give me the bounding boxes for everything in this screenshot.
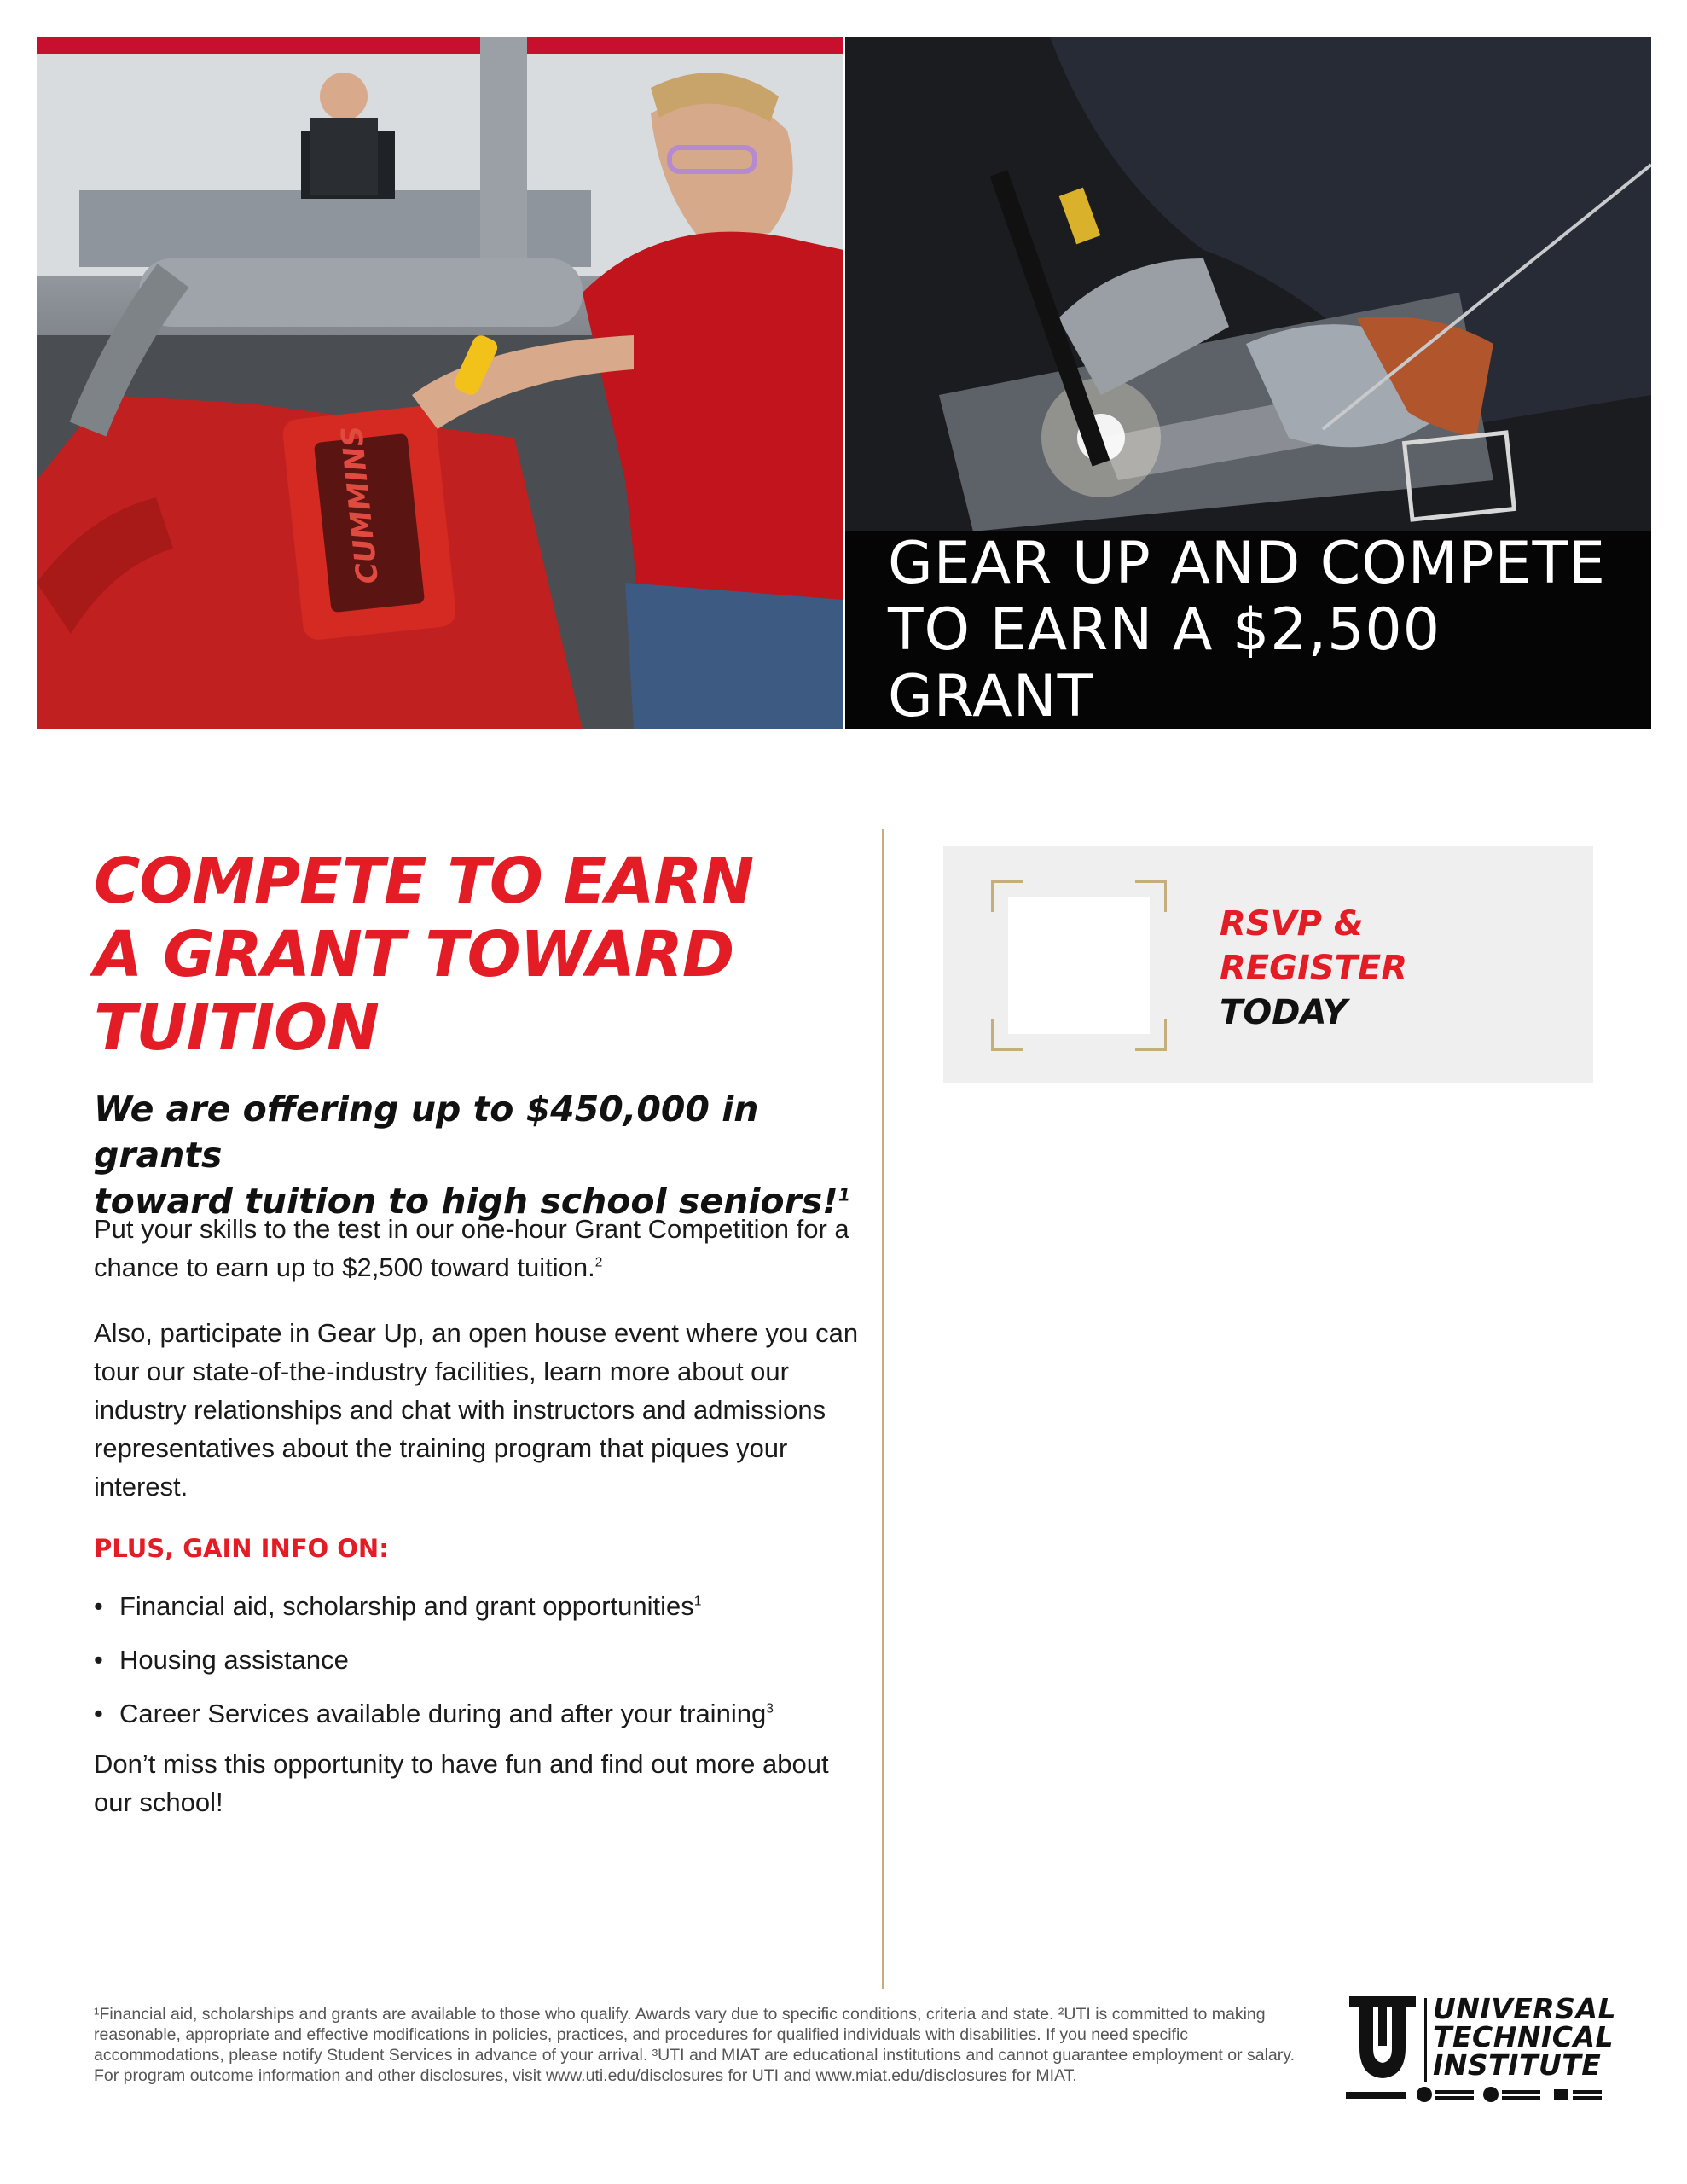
logo-divider [1424, 1998, 1427, 2082]
competition-paragraph [94, 1210, 861, 1287]
bullet-text: Career Services available during and after your training [119, 1699, 767, 1728]
sub-brand-logos-icon [1346, 2085, 1602, 2104]
rsvp-box [943, 846, 1593, 1083]
engine-brand-text: CUMMINS [334, 424, 386, 586]
hero-banner [845, 531, 1651, 729]
competition-paragraph-text: Put your skills to the test in our one-hour Grant Competition for a chance to earn up to $2,500 toward tuition. [94, 1214, 849, 1282]
main-heading [94, 845, 844, 1065]
bullet-text: Financial aid, scholarship and grant opportunities [119, 1591, 694, 1621]
rsvp-line-2: REGISTER [1220, 949, 1408, 988]
bullet-text: Housing assistance [119, 1645, 349, 1675]
hero-banner-text [888, 531, 1651, 730]
uti-u-logo-icon [1346, 1995, 1419, 2082]
welding-illustration [845, 37, 1651, 531]
closing-paragraph: Don’t miss this opportunity to have fun and find out more about our school! [94, 1749, 829, 1817]
bullet-footnote: 1 [693, 1594, 702, 1609]
bullet-dot-icon: • [94, 1591, 103, 1621]
main-heading-line-2: A GRANT TOWARD [94, 918, 734, 991]
main-heading-line-1: COMPETE TO EARN [94, 845, 754, 918]
hero-banner-line-1: GEAR UP AND COMPETE [888, 530, 1606, 597]
subheading-line-2-text: toward tuition to high school seniors! [94, 1181, 838, 1222]
welding-photo [845, 37, 1651, 531]
footer-disclaimer: ¹Financial aid, scholarships and grants are available to those who qualify. Awards vary due to specific conditions, criteria and state. ²UTI is committed to making reasonable, appropriate and effective modifications in policies, practices, and procedures for qualified individuals with disabilities. If you need specific accommodations, please notify Student Services in advance of your arrival. ³UTI and MIAT are educational institutions and cannot guarantee employment or salary. For program outcome information and other disclosures, visit www.uti.edu/disclosures for UTI and www.miat.edu/disclosures for MIAT. [94, 2005, 1295, 2085]
gear-up-paragraph: Also, participate in Gear Up, an open house event where you can tour our state-of-the-industry facilities, learn more about our industry relationships and chat with instructors and admissions representatives about the training program that piques your interest. [94, 1318, 859, 1502]
bullet-career-services [94, 1694, 861, 1748]
rsvp-call-to-action [1220, 902, 1407, 1035]
qr-code-area [1008, 897, 1150, 1034]
uti-logo [1346, 1992, 1617, 2106]
logo-line-1: UNIVERSAL [1433, 1992, 1617, 2025]
bullet-dot-icon: • [94, 1645, 103, 1675]
subheading-footnote: 1 [838, 1184, 851, 1205]
rsvp-line-3: TODAY [1220, 993, 1348, 1032]
grant-subheading [94, 1086, 861, 1224]
logo-line-2: TECHNICAL [1433, 2020, 1615, 2053]
competition-footnote: 2 [594, 1255, 603, 1270]
technician-engine-photo [37, 37, 844, 729]
plus-info-heading: PLUS, GAIN INFO ON: [94, 1534, 389, 1563]
hero-banner-line-2: TO EARN A $2,500 GRANT [888, 596, 1441, 730]
column-divider [882, 829, 884, 1989]
technician-engine-illustration [37, 37, 844, 729]
subheading-line-1: We are offering up to $450,000 in grants [94, 1089, 759, 1176]
qr-code-placeholder[interactable] [991, 880, 1167, 1051]
logo-wordmark [1433, 1992, 1617, 2082]
main-heading-line-3: TUITION [94, 991, 379, 1065]
logo-line-3: INSTITUTE [1433, 2048, 1602, 2082]
hero-section [37, 37, 1651, 729]
bullet-footnote: 3 [766, 1701, 774, 1716]
bullet-financial-aid [94, 1587, 861, 1641]
info-bullet-list [94, 1587, 861, 1748]
bullet-housing [94, 1641, 861, 1694]
bullet-dot-icon: • [94, 1699, 103, 1728]
rsvp-line-1: RSVP & [1220, 904, 1364, 944]
